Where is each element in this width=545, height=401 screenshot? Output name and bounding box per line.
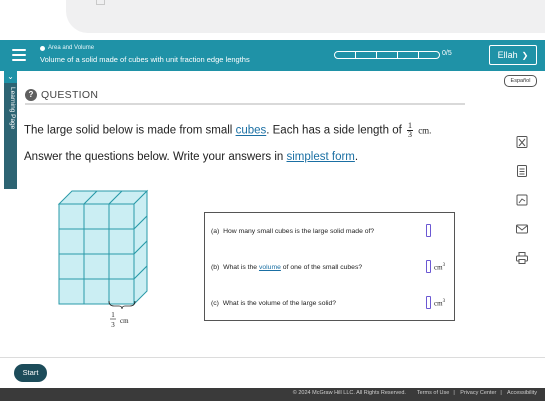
privacy-link[interactable]: Privacy Center bbox=[460, 390, 497, 396]
cube-front-face bbox=[59, 204, 84, 229]
part-c-unit: $cm^3$ bbox=[434, 299, 446, 308]
edge-num: 1 bbox=[111, 311, 115, 319]
part-a-row bbox=[211, 228, 374, 235]
part-a-label: (a) bbox=[211, 228, 220, 235]
footer-links: © 2024 McGraw Hill LLC. All Rights Reserved. Terms of Use | Privacy Center | Accessibility bbox=[292, 390, 537, 396]
breadcrumb bbox=[40, 45, 94, 51]
page-title: Volume of a solid made of cubes with unit fraction edge lengths bbox=[40, 55, 250, 64]
part-b-label: (b) bbox=[211, 264, 220, 271]
cube-front-face bbox=[109, 204, 134, 229]
chevron-down-icon[interactable]: ⌄ bbox=[4, 71, 17, 83]
part-b-row bbox=[211, 264, 362, 271]
chevron-down-icon: ❯ bbox=[521, 50, 529, 60]
cube-front-face bbox=[84, 204, 109, 229]
cube-front-face bbox=[84, 254, 109, 279]
cube-front-face bbox=[59, 279, 84, 304]
prompt-text: The large solid below is made from small bbox=[24, 124, 236, 137]
edge-unit: cm bbox=[120, 317, 129, 325]
tool-rail bbox=[515, 135, 530, 280]
part-c-text: What is the volume of the large solid? bbox=[222, 300, 337, 307]
part-b-unit: $cm^3$ bbox=[434, 263, 446, 272]
instruction-text: . bbox=[354, 151, 359, 163]
cube-solid-figure bbox=[50, 180, 175, 335]
cube-front-face bbox=[59, 229, 84, 254]
progress-count: 0/5 bbox=[442, 50, 452, 57]
answer-panel bbox=[204, 212, 455, 321]
part-b-text: What is the bbox=[223, 264, 259, 271]
language-button[interactable]: Español bbox=[504, 75, 537, 87]
tab-notch bbox=[4, 189, 16, 195]
cube-front-face bbox=[84, 279, 109, 304]
answer-input-b[interactable] bbox=[426, 260, 431, 273]
topic-dot-icon bbox=[40, 46, 45, 51]
question-heading bbox=[25, 89, 98, 101]
backdrop-glyph bbox=[96, 0, 105, 5]
mail-icon[interactable] bbox=[515, 222, 529, 236]
print-icon[interactable] bbox=[515, 251, 529, 265]
notes-icon[interactable] bbox=[515, 164, 529, 178]
edge-length-label bbox=[110, 311, 129, 329]
question-instructions bbox=[24, 151, 358, 163]
edge-den: 3 bbox=[111, 321, 115, 329]
cube-front-face bbox=[59, 254, 84, 279]
question-prompt bbox=[24, 122, 431, 139]
calculator-icon[interactable] bbox=[515, 135, 529, 149]
terms-link[interactable]: Terms of Use bbox=[416, 390, 450, 396]
part-a-text: How many small cubes is the large solid made of? bbox=[223, 228, 375, 235]
simplest-form-link[interactable]: simplest form bbox=[286, 151, 355, 163]
cube-front-face bbox=[109, 279, 134, 304]
start-button[interactable]: Start bbox=[14, 364, 47, 382]
answer-input-c[interactable] bbox=[426, 296, 431, 309]
part-b-text: of one of the small cubes? bbox=[280, 264, 363, 271]
top-header bbox=[0, 40, 545, 71]
browser-backdrop bbox=[0, 0, 545, 40]
instruction-text: Answer the questions below. Write your answers in bbox=[24, 151, 287, 163]
cubes-link[interactable]: cubes bbox=[235, 124, 267, 137]
cube-front-face bbox=[109, 229, 134, 254]
question-mark-icon: ? bbox=[25, 89, 37, 101]
breadcrumb-label: Area and Volume bbox=[48, 45, 95, 51]
accessibility-link[interactable]: Accessibility bbox=[507, 390, 537, 396]
side-length-unit: cm. bbox=[418, 125, 432, 136]
part-c-row bbox=[211, 300, 336, 307]
cube-front-face bbox=[109, 254, 134, 279]
part-c-label: (c) bbox=[211, 300, 219, 307]
divider bbox=[25, 103, 465, 105]
footer-bar bbox=[0, 388, 545, 401]
menu-icon[interactable] bbox=[12, 49, 26, 61]
graph-icon[interactable] bbox=[515, 193, 529, 207]
question-label: QUESTION bbox=[41, 89, 99, 101]
footer-divider bbox=[0, 357, 545, 358]
learning-page-label: Learning Page bbox=[9, 87, 16, 130]
user-menu-button[interactable] bbox=[489, 45, 537, 65]
progress-bar bbox=[334, 51, 440, 59]
answer-input-a[interactable] bbox=[426, 224, 431, 237]
learning-page-tab[interactable] bbox=[4, 71, 17, 189]
side-length-fraction: $\frac{1}{3}$ bbox=[407, 121, 412, 139]
user-name: Ellah bbox=[497, 50, 518, 60]
copyright-text: © 2024 McGraw Hill LLC. All Rights Reserved. bbox=[292, 390, 406, 396]
backdrop-pane bbox=[66, 0, 545, 33]
volume-link[interactable]: volume bbox=[258, 264, 281, 271]
prompt-text: . Each has a side length of bbox=[266, 124, 405, 137]
cube-front-face bbox=[84, 229, 109, 254]
